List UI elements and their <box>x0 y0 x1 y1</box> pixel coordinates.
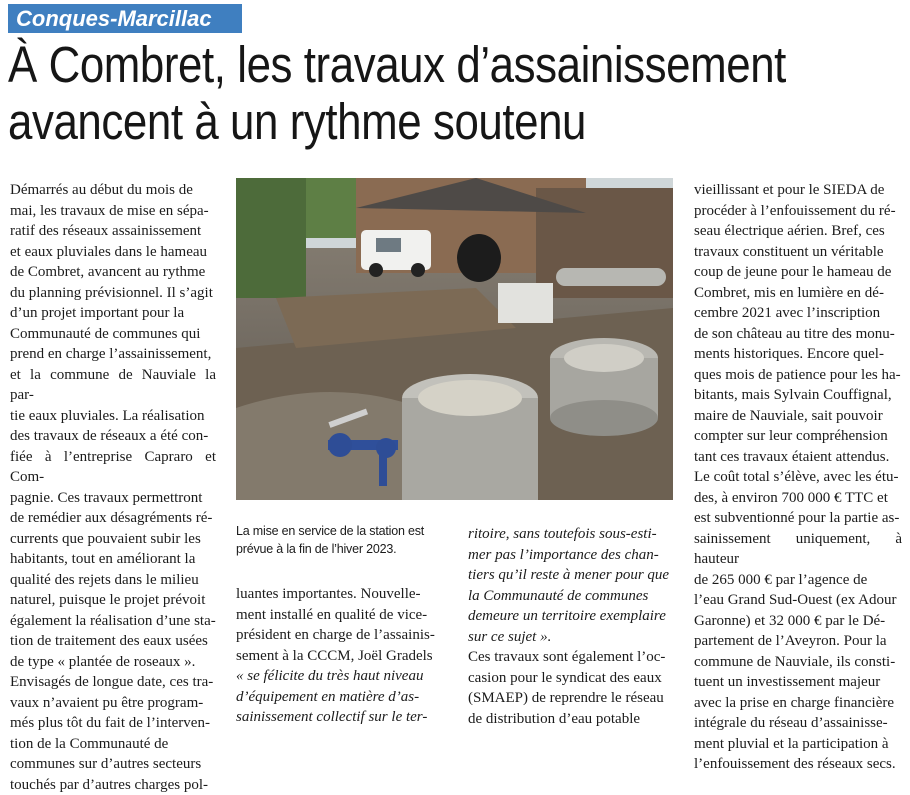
section-kicker: Conques-Marcillac <box>8 4 242 33</box>
text-line: tion de traitement des eaux usées <box>10 631 216 652</box>
text-line: maire de Nauviale, sait pouvoir <box>694 406 902 427</box>
article-column-2 <box>236 584 456 728</box>
headline-line: avancent à un rythme soutenu <box>8 93 782 150</box>
text-line: fiée à l’entreprise Capraro et Com- <box>10 447 216 488</box>
quote-line: ritoire, sans toutefois sous-esti- <box>468 524 682 545</box>
text-line: tion de la Communauté de <box>10 734 216 755</box>
quote-line: tiers qu’il reste à mener pour que <box>468 565 682 586</box>
text-line: luantes importantes. Nouvelle- <box>236 584 456 605</box>
quote-line: demeure un territoire exemplaire <box>468 606 682 627</box>
text-line: partement de l’Aveyron. Pour la <box>694 631 902 652</box>
text-line: président en charge de l’assainis- <box>236 625 456 646</box>
text-line: intégrale du réseau d’assainisse- <box>694 713 902 734</box>
text-line: habitants, tout en améliorant la <box>10 549 216 570</box>
text-line: des, à environ 700 000 € TTC et <box>694 488 902 509</box>
text-line: (SMAEP) de reprendre le réseau <box>468 688 682 709</box>
headline-line: À Combret, les travaux d’assainissement <box>8 36 782 93</box>
text-line: mai, les travaux de mise en sépa- <box>10 201 216 222</box>
text-line: Ces travaux sont également l’oc- <box>468 647 682 668</box>
text-line: commune de Nauviale, ils consti- <box>694 652 902 673</box>
text-line: de distribution d’eau potable <box>468 709 682 730</box>
text-line: casion pour le syndicat des eaux <box>468 668 682 689</box>
text-line: des travaux de réseaux a été con- <box>10 426 216 447</box>
text-line: et eaux pluviales dans le hameau <box>10 242 216 263</box>
headline <box>8 36 782 150</box>
text-line: coup de jeune pour le hameau de <box>694 262 902 283</box>
text-line: pagnie. Ces travaux permettront <box>10 488 216 509</box>
text-line: travaux constituent un véritable <box>694 242 902 263</box>
text-line: et la commune de Nauviale la par- <box>10 365 216 406</box>
text-line: tie eaux pluviales. La réalisation <box>10 406 216 427</box>
text-line: vaux n’avaient pu être program- <box>10 693 216 714</box>
text-line: de type « plantée de roseaux ». <box>10 652 216 673</box>
text-line: d’un projet important pour la <box>10 303 216 324</box>
text-line: vieillissant et pour le SIEDA de <box>694 180 902 201</box>
text-line: du planning prévisionnel. Il s’agit <box>10 283 216 304</box>
text-line: Communauté de communes qui <box>10 324 216 345</box>
text-line: de 265 000 € par l’agence de <box>694 570 902 591</box>
quote-line: la Communauté de communes <box>468 586 682 607</box>
quote-line: mer pas l’importance des chan- <box>468 545 682 566</box>
article-column-3 <box>468 524 682 729</box>
text-line: tant ces travaux étaient attendus. <box>694 447 902 468</box>
text-line: communes sur d’autres secteurs <box>10 754 216 775</box>
text-line: ment installé en qualité de vice- <box>236 605 456 626</box>
text-line: avec la prise en charge financière <box>694 693 902 714</box>
text-line: qualité des rejets dans le milieu <box>10 570 216 591</box>
text-line: également la réalisation d’une sta- <box>10 611 216 632</box>
text-line: tuent un investissement majeur <box>694 672 902 693</box>
quote-line: sainissement collectif sur le ter- <box>236 707 456 728</box>
text-line: sainissement uniquement, à hauteur <box>694 529 902 570</box>
text-line: de Combret, avancent au rythme <box>10 262 216 283</box>
caption-line: La mise en service de la station est <box>236 522 458 540</box>
article-column-1 <box>10 180 216 795</box>
text-line: de son château au titre des monu- <box>694 324 902 345</box>
text-line: compter sur leur compréhension <box>694 426 902 447</box>
text-line: de remédier aux désagréments ré- <box>10 508 216 529</box>
text-line: Démarrés au début du mois de <box>10 180 216 201</box>
quote-line: « se félicite du très haut niveau <box>236 666 456 687</box>
text-line: prend en charge l’assainissement, <box>10 344 216 365</box>
photo-caption <box>236 522 458 558</box>
text-line: naturel, puisque le projet prévoit <box>10 590 216 611</box>
photo-illustration <box>236 178 673 500</box>
text-line: ments historiques. Encore quel- <box>694 344 902 365</box>
text-line: cembre 2021 avec l’inscription <box>694 303 902 324</box>
text-line: procéder à l’enfouissement du ré- <box>694 201 902 222</box>
text-line: ment pluvial et la participation à <box>694 734 902 755</box>
text-line: sement à la CCCM, Joël Gradels <box>236 646 456 667</box>
text-line: Combret, mis en lumière en dé- <box>694 283 902 304</box>
text-line: bitants, mais Sylvain Couffignal, <box>694 385 902 406</box>
text-line: ques mois de patience pour les ha- <box>694 365 902 386</box>
text-line: currents que pouvaient subir les <box>10 529 216 550</box>
text-line: Envisagés de longue date, ces tra- <box>10 672 216 693</box>
text-line: més plus tôt du fait de l’interven- <box>10 713 216 734</box>
text-line: est subventionné pour la partie as- <box>694 508 902 529</box>
construction-photo <box>236 178 673 500</box>
text-line: seau électrique aérien. Bref, ces <box>694 221 902 242</box>
text-line: Garonne) et 32 000 € par le Dé- <box>694 611 902 632</box>
text-line: Le coût total s’élève, avec les étu- <box>694 467 902 488</box>
article-column-4 <box>694 180 902 775</box>
caption-line: prévue à la fin de l’hiver 2023. <box>236 540 458 558</box>
text-line: l’enfouissement des réseaux secs. <box>694 754 902 775</box>
text-line: ratif des réseaux assainissement <box>10 221 216 242</box>
text-line: l’eau Grand Sud-Ouest (ex Adour <box>694 590 902 611</box>
quote-line: d’équipement en matière d’as- <box>236 687 456 708</box>
text-line: touchés par d’autres charges pol- <box>10 775 216 795</box>
quote-line: sur ce sujet ». <box>468 627 682 648</box>
